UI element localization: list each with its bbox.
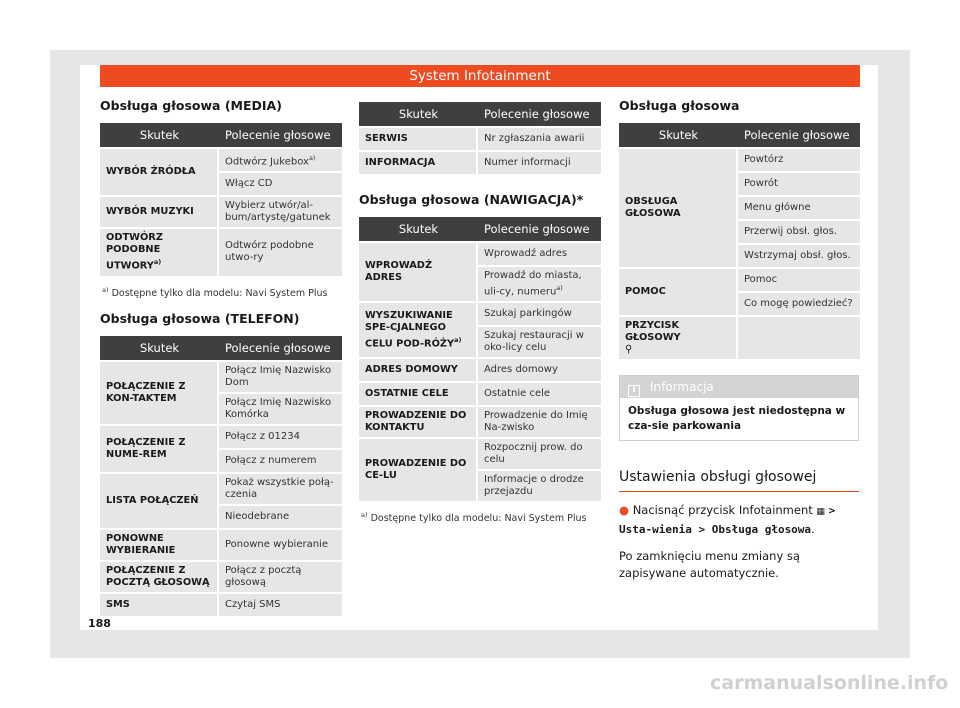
table-key: PROWADZENIE DO KONTAKTU [359, 407, 478, 437]
table-value: Wybierz utwór/al-bum/artystę/gatunek [219, 197, 342, 227]
nav-footnote: $^{a)}$ Dostępne tylko dla modelu: Navi System Plus [361, 511, 587, 525]
col-head-effect: Skutek [359, 102, 478, 126]
info-text: Obsługa głosowa jest niedostępna w cza-sie parkowania [628, 405, 846, 432]
table-key: PRZYCISK GŁOSOWY ⚲ [619, 317, 738, 359]
bullet-icon: ● [619, 503, 630, 517]
col-head-command: Polecenie głosowe [219, 123, 342, 147]
table-key: WPROWADŹ ADRES [359, 243, 478, 301]
page-number: 188 [88, 617, 111, 630]
settings-heading: Ustawienia obsługi głosowej [619, 469, 859, 492]
table-key: POŁĄCZENIE Z KON-TAKTEM [100, 362, 219, 424]
table-value: Odtwórz podobne utwo-ry [219, 229, 342, 275]
table-key: WYBÓR ŹRÓDŁA [100, 149, 219, 195]
misc-table [359, 100, 601, 176]
col-head-command: Polecenie głosowe [738, 123, 860, 147]
table-key: SERWIS [359, 128, 478, 150]
table-key: SMS [100, 594, 219, 616]
phone-section-title: Obsługa głosowa (TELEFON) [100, 310, 300, 326]
nav-section-title: Obsługa głosowa (NAWIGACJA)* [359, 192, 584, 207]
table-key: OBSŁUGA GŁOSOWA [619, 149, 738, 267]
col-head-command: Polecenie głosowe [478, 217, 601, 241]
table-value: Co mogę powiedzieć? [738, 293, 860, 315]
table-value: Połącz z numerem [219, 450, 342, 472]
table-value: Informacje o drodze przejazdu [478, 471, 601, 501]
table-key: POŁĄCZENIE Z POCZTĄ GŁOSOWĄ [100, 562, 219, 592]
table-value: Pokaż wszystkie połą-czenia [219, 474, 342, 504]
table-value: Szukaj parkingów [478, 303, 601, 325]
voice-section-title: Obsługa głosowa [619, 98, 740, 113]
table-value: Wstrzymaj obsł. głos. [738, 245, 860, 267]
col-head-effect: Skutek [619, 123, 738, 147]
table-key: PROWADZENIE DO CE-LU [359, 439, 478, 501]
table-key: PONOWNE WYBIERANIE [100, 530, 219, 560]
table-key: ADRES DOMOWY [359, 359, 478, 381]
menu-icon: ▦ [816, 507, 825, 517]
table-value [738, 317, 860, 359]
media-footnote: $^{a)}$ Dostępne tylko dla modelu: Navi System Plus [102, 285, 328, 299]
col-head-effect: Skutek [100, 123, 219, 147]
column-right [619, 96, 860, 582]
table-value: Połącz Imię Nazwisko Komórka [219, 394, 342, 424]
col-head-effect: Skutek [100, 336, 219, 360]
table-value: Połącz Imię Nazwisko Dom [219, 362, 342, 392]
table-value: Wprowadź adres [478, 243, 601, 265]
table-value: Ponowne wybieranie [219, 530, 342, 560]
table-key: INFORMACJA [359, 152, 478, 174]
table-value: Adres domowy [478, 359, 601, 381]
table-key: WYSZUKIWANIE SPE-CJALNEGO CELU POD-RÓŻY$^{a)}$ [359, 303, 478, 357]
table-value: Nr zgłaszania awarii [478, 128, 601, 150]
phone-table [100, 334, 342, 618]
table-value: Powrót [738, 173, 860, 195]
table-value: Połącz z pocztą głosową [219, 562, 342, 592]
col-head-command: Polecenie głosowe [478, 102, 601, 126]
settings-note: Po zamknięciu menu zmiany są zapisywane automatycznie. [619, 549, 800, 580]
media-section-title: Obsługa głosowa (MEDIA) [100, 98, 282, 113]
table-value: Połącz z 01234 [219, 426, 342, 448]
table-value: Odtwórz Jukebox$^{a)}$ [219, 149, 342, 171]
table-value: Prowadź do miasta, uli-cy, numeru$^{a)}$ [478, 267, 601, 301]
table-value: Powtórz [738, 149, 860, 171]
table-value: Prowadzenie do Imię Na-zwisko [478, 407, 601, 437]
info-header: i Informacja [620, 376, 858, 398]
table-value: Pomoc [738, 269, 860, 291]
nav-table [359, 215, 601, 503]
table-value: Włącz CD [219, 173, 342, 195]
table-value: Przerwij obsł. głos. [738, 221, 860, 243]
table-value: Rozpocznij prow. do celu [478, 439, 601, 469]
table-value: Nieodebrane [219, 506, 342, 528]
watermark: carmanualsonline.info [710, 672, 949, 694]
col-head-effect: Skutek [359, 217, 478, 241]
column-middle [359, 100, 601, 536]
column-left [100, 96, 342, 618]
table-key: WYBÓR MUZYKI [100, 197, 219, 227]
voice-table [619, 121, 860, 361]
info-box [619, 375, 859, 441]
table-value: Numer informacji [478, 152, 601, 174]
table-key: OSTATNIE CELE [359, 383, 478, 405]
settings-step: ● Nacisnąć przycisk Infotainment ▦ > Usta-wienia > Obsługa głosowa. [619, 503, 836, 536]
info-icon: i [628, 385, 640, 397]
table-key: POŁĄCZENIE Z NUME-REM [100, 426, 219, 472]
table-value: Menu główne [738, 197, 860, 219]
col-head-command: Polecenie głosowe [219, 336, 342, 360]
voice-button-icon: ⚲ [625, 344, 633, 355]
table-value: Ostatnie cele [478, 383, 601, 405]
chapter-header: System Infotainment [100, 65, 860, 87]
table-key: POMOC [619, 269, 738, 315]
media-table [100, 121, 342, 278]
table-key: LISTA POŁĄCZEŃ [100, 474, 219, 528]
table-value: Szukaj restauracji w oko-licy celu [478, 327, 601, 357]
table-value: Czytaj SMS [219, 594, 342, 616]
table-key: ODTWÓRZ PODOBNE UTWORY$^{a)}$ [100, 229, 219, 275]
